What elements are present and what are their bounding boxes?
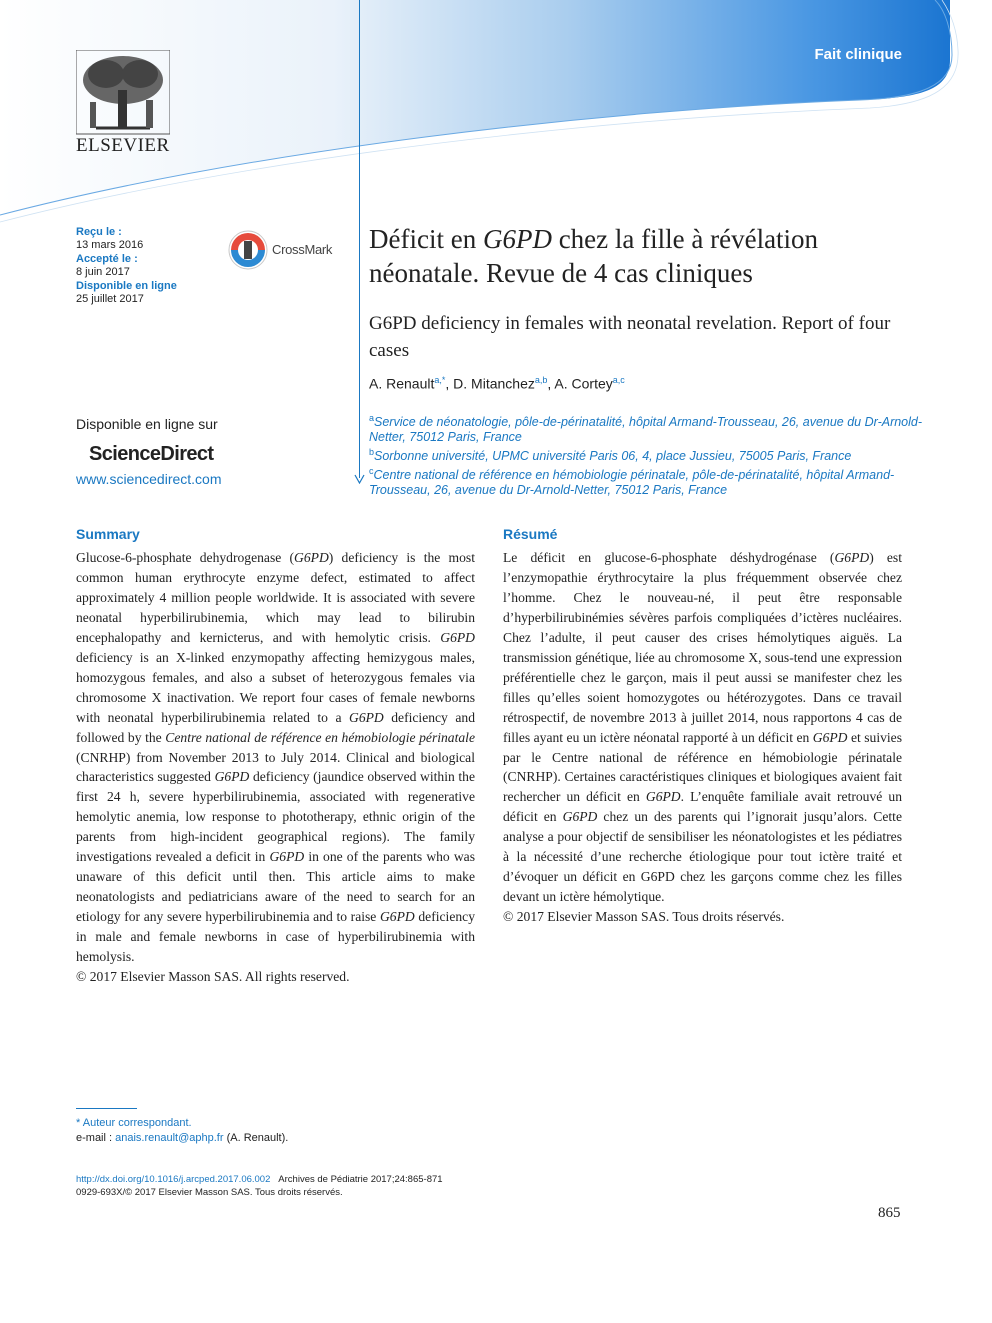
online-date: 25 juillet 2017	[76, 293, 144, 306]
author-name: A. Cortey	[554, 375, 613, 392]
available-online-label: Disponible en ligne sur	[76, 416, 218, 432]
resume-heading: Résumé	[503, 526, 558, 542]
sciencedirect-logo[interactable]: ScienceDirect	[89, 443, 214, 465]
elsevier-wordmark: ELSEVIER	[76, 135, 170, 156]
page-number: 865	[878, 1205, 901, 1221]
vertical-divider	[359, 0, 360, 478]
affiliations	[369, 411, 929, 498]
article-dates	[76, 226, 177, 306]
affiliation-a[interactable]: $^a$Service de néonatologie, pôle-de-périnatalité, hôpital Armand-Trousseau, 26, avenue du Dr-Arnold-Netter, 75012 Paris, France	[369, 413, 923, 445]
author-list: A. Renault$^{a,*}$, D. Mitanchez$^{a,b}$, A. Cortey$^{a,c}$	[369, 375, 625, 392]
doi-link[interactable]: http://dx.doi.org/10.1016/j.arcped.2017.06.002	[76, 1174, 271, 1185]
footnote-rule	[76, 1108, 137, 1109]
summary-heading: Summary	[76, 526, 140, 542]
sciencedirect-link[interactable]: www.sciencedirect.com	[76, 471, 222, 487]
author-email-link[interactable]: anais.renault@aphp.fr	[115, 1132, 224, 1144]
online-label: Disponible en ligne	[76, 279, 177, 292]
title-english: G6PD deficiency in females with neonatal revelation. Report of four cases	[369, 313, 891, 361]
received-label: Reçu le :	[76, 226, 122, 238]
title-french: Déficit en G6PD chez la fille à révélation néonatale. Revue de 4 cas cliniques	[369, 224, 819, 288]
accepted-label: Accepté le :	[76, 252, 138, 265]
affiliation-c[interactable]: $^c$Centre national de référence en hémobiologie périnatale, pôle-de-périnatalité, hôpital Armand-Trousseau, 26, avenue du Dr-Arnold-Netter, 75012 Paris, France	[369, 466, 895, 498]
received-date: 13 mars 2016	[76, 239, 144, 252]
section-tag: Fait clinique	[814, 46, 902, 63]
issn-line: 0929-693X/© 2017 Elsevier Masson SAS. Tous droits réservés.	[76, 1187, 343, 1198]
bibliographic-info	[76, 1173, 443, 1199]
resume-copyright: © 2017 Elsevier Masson SAS. Tous droits réservés.	[503, 909, 785, 925]
crossmark-label: CrossMark	[272, 242, 333, 257]
resume-abstract: Le déficit en glucose-6-phosphate déshydrogénase (G6PD) est l’enzymopathie érythrocytaire la plus fréquemment observée chez l’homme. Chez le nouveau-né, il peut être responsable d’hyperbilirubinémies sévères parfois compliquées d’ictères nucléaires. Chez l’adulte, il peut causer des crises hémolytiques aiguës. La transmission génétique, liée au chromosome X, sous-tend une expression préférentielle chez le garçon, mais il peut aussi se manifester chez les filles qu’elles soient homozygotes ou hétérozygotes. Dans ce travail rétrospectif, de novembre 2013 à juillet 2014, nous rapportons 4 cas de filles ayant eu un ictère néonatal rapporté à un déficit en G6PD et suivies par le Centre national de référence en hémobiologie périnatale (CNRHP). Certaines caractéristiques cliniques et biologiques avaient fait rechercher un déficit en G6PD. L’enquête familiale avait retrouvé un déficit en G6PD chez un des parents qui l’ignorait jusqu’alors. Cette analyse a pour objectif de sensibiliser les néonatologistes et les pédiatres à la nécessité d’une recherche étiologique pour tout ictère traité et d’évoquer un déficit en G6PD chez les garçons comme chez les filles devant un ictère hémolytique. © 2017 Elsevier Masson SAS. Tous droits réservés.	[503, 548, 902, 927]
affiliation-b[interactable]: $^b$Sorbonne université, UPMC université Paris 06, 4, place Jussieu, 75005 Paris, France	[369, 447, 852, 464]
author-name: A. Renault	[369, 375, 435, 392]
corresponding-author-label: Auteur correspondant.	[82, 1117, 192, 1129]
accepted-date: 8 juin 2017	[76, 266, 130, 279]
author-name: D. Mitanchez	[453, 375, 535, 392]
journal-reference: Archives de Pédiatrie 2017;24:865-871	[278, 1174, 443, 1185]
summary-copyright: © 2017 Elsevier Masson SAS. All rights reserved.	[76, 969, 350, 985]
summary-abstract: Glucose-6-phosphate dehydrogenase (G6PD) deficiency is the most common human erythrocyte enzyme defect, estimated to affect approximately 4 million people worldwide. It is associated with severe neonatal hyperbilirubinemia, which may lead to bilirubin encephalopathy and kernicterus, and with hemolytic crisis. G6PD deficiency is an X-linked enzymopathy affecting hemizygous males, homozygous females, and also a subset of heterozygous females via chromosome X inactivation. We report four cases of female newborns with neonatal hyperbilirubinemia related to a G6PD deficiency and followed by the Centre national de référence en hémobiologie périnatale (CNRHP) from November 2013 to July 2014. Clinical and biological characteristics suggested G6PD deficiency (jaundice observed within the first 24 h, severe hyperbilirubinemia, associated with regenerative hemolytic anemia, low response to phototherapy, ethnic origin of the parents from high-incident geographical regions). The family investigations revealed a deficit in G6PD in one of the parents who was unaware of this deficit until then. This article aims to make neonatologists and pediatricians aware of the need to search for an etiology for any severe hyperbilirubinemia and to raise G6PD deficiency in male and female newborns in case of hyperbilirubinemia with hemolysis. © 2017 Elsevier Masson SAS. All rights reserved.	[76, 548, 475, 987]
divider-arrow-icon	[354, 474, 365, 484]
footnote: * Auteur correspondant. e-mail : anais.renault@aphp.fr (A. Renault).	[76, 1117, 289, 1144]
